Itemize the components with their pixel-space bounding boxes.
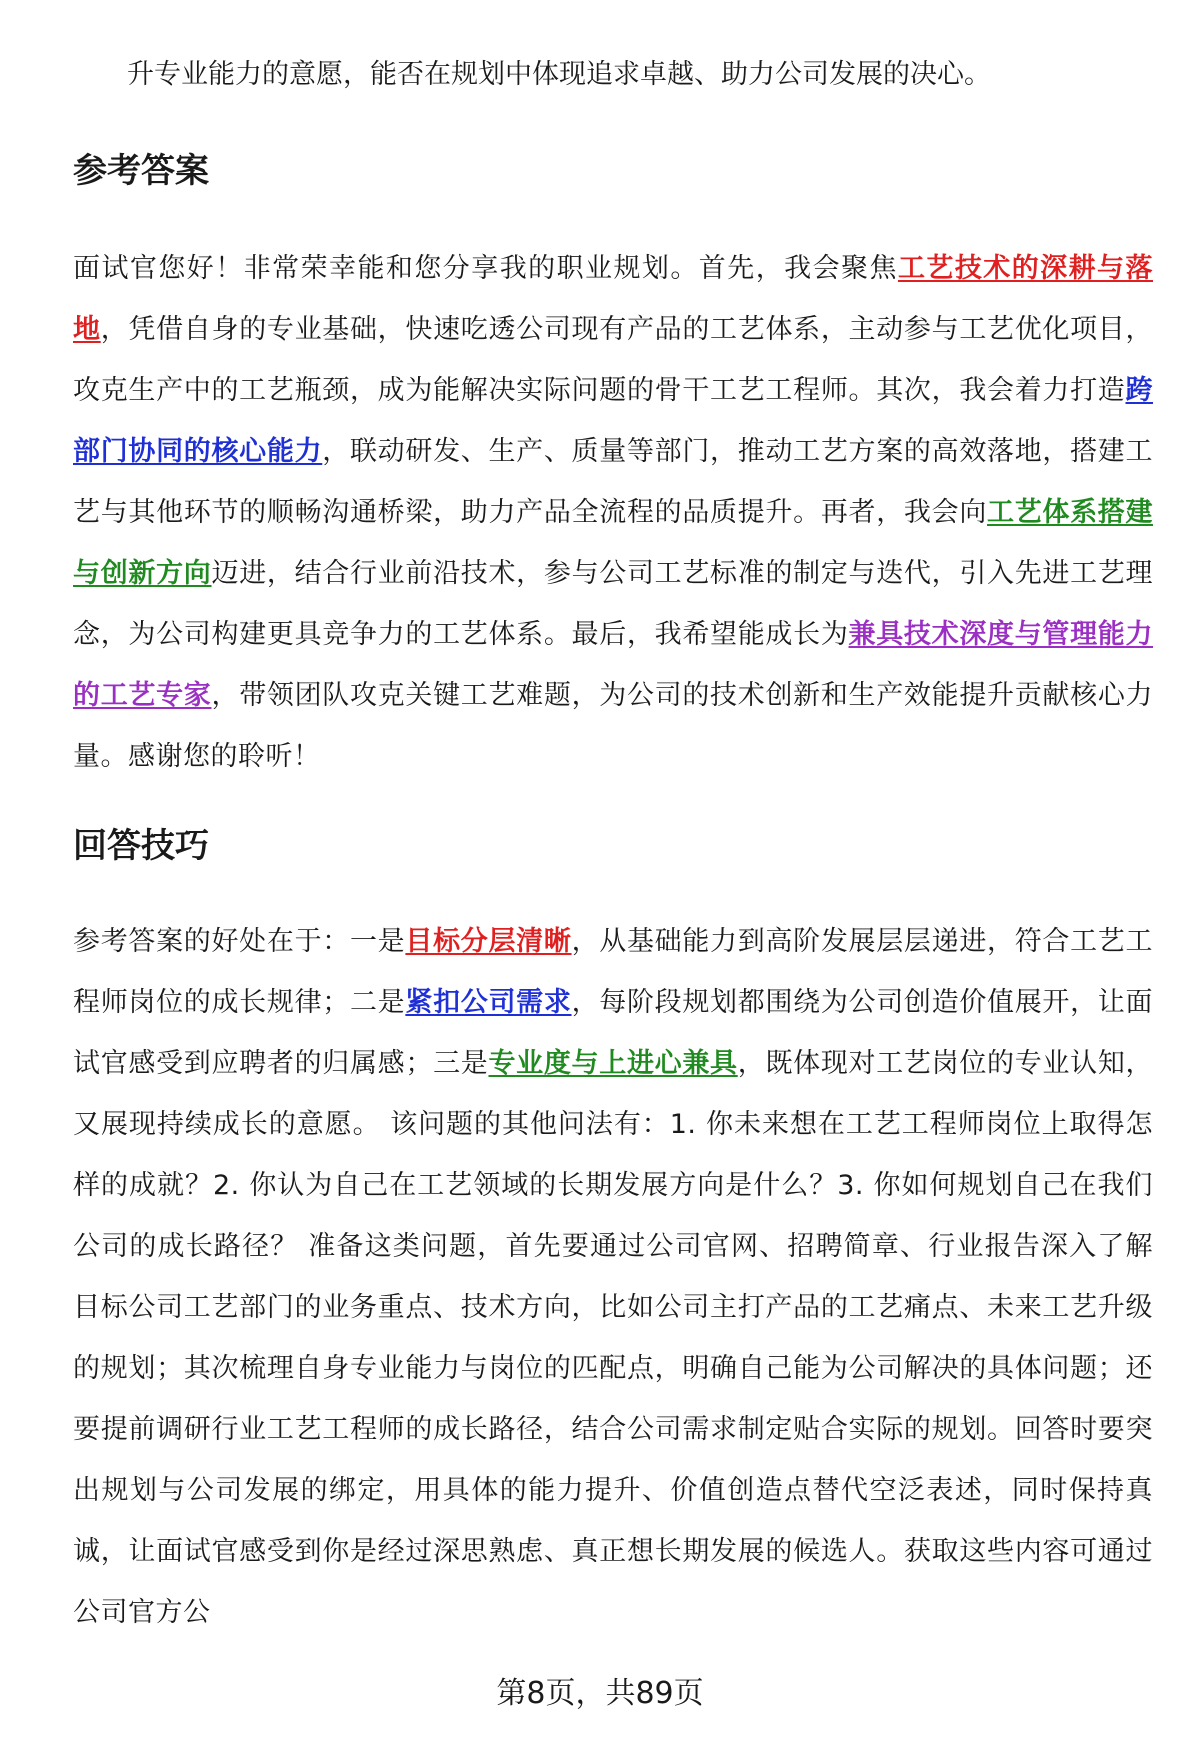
highlight-phrase: 专业度与上进心兼具 — [488, 1048, 738, 1079]
highlight-phrase: 紧扣公司需求 — [405, 987, 572, 1018]
text-segment: 面试官您好！非常荣幸能和您分享我的职业规划。首先，我会聚焦 — [73, 253, 898, 284]
text-segment: ，联动研发、生产、质量等部门，推动工艺方案的高效落地，搭建工艺与其他环节的顺畅沟通桥梁，助力产品全流程的品质提升。再者，我会向 — [73, 436, 1154, 528]
text-segment: ，带领团队攻克关键工艺难题，为公司的技术创新和生产效能提升贡献核心力量。感谢您的聆听！ — [73, 680, 1154, 772]
highlight-phrase: 工艺技术的深耕与落地 — [73, 253, 1154, 345]
text-segment: 参考答案的好处在于：一是 — [73, 926, 406, 957]
text-segment: ，每阶段规划都围绕为公司创造价值展开，让面试官感受到应聘者的归属感；三是 — [73, 987, 1154, 1079]
text-segment: ，凭借自身的专业基础，快速吃透公司现有产品的工艺体系，主动参与工艺优化项目，攻克生产中的工艺瓶颈，成为能解决实际问题的骨干工艺工程师。其次，我会着力打造 — [73, 314, 1154, 406]
text-segment: ，既体现对工艺岗位的专业认知，又展现持续成长的意愿。 该问题的其他问法有：1. 你未来想在工艺工程师岗位上取得怎样的成就？2. 你认为自己在工艺领域的长期发展方向是什么？3. 你如何规划自己在我们公司的成长路径？ 准备这类问题，首先要通过公司官网、招聘简章、行业报告深入了解目标公司工艺部门的业务重点、技术方向，比如公司主打产品的工艺痛点、未来工艺升级的规划；其次梳理自身专业能力与岗位的匹配点，明确自己能为公司解决的具体问题；还要提前调研行业工艺工程师的成长路径，结合公司需求制定贴合实际的规划。回答时要突出规划与公司发展的绑定，用具体的能力提升、价值创造点替代空泛表述，同时保持真诚，让面试官感受到你是经过深思熟虑、真正想长期发展的候选人。获取这些内容可通过公司官方公 — [73, 1048, 1154, 1628]
text-segment: 迈进，结合行业前沿技术，参与公司工艺标准的制定与迭代，引入先进工艺理念，为公司构建更具竞争力的工艺体系。最后，我希望能成长为 — [73, 558, 1154, 650]
highlight-phrase: 工艺体系搭建与创新方向 — [73, 497, 1154, 589]
text-segment: ，从基础能力到高阶发展层层递进，符合工艺工程师岗位的成长规律；二是 — [73, 926, 1154, 1018]
highlight-phrase: 目标分层清晰 — [405, 926, 572, 957]
highlight-phrase: 兼具技术深度与管理能力的工艺专家 — [73, 619, 1154, 711]
answer-tips-paragraph — [73, 911, 1153, 1643]
page-number-footer: 第8页，共89页 — [496, 1676, 704, 1711]
intro-line: 升专业能力的意愿，能否在规划中体现追求卓越、助力公司发展的决心。 — [127, 59, 991, 90]
highlight-phrase: 跨部门协同的核心能力 — [73, 375, 1153, 467]
reference-answer-paragraph — [73, 238, 1153, 787]
document-page — [73, 52, 1153, 1643]
section-title-answer-tips: 回答技巧 — [73, 826, 209, 866]
section-title-reference-answer: 参考答案 — [73, 151, 209, 191]
